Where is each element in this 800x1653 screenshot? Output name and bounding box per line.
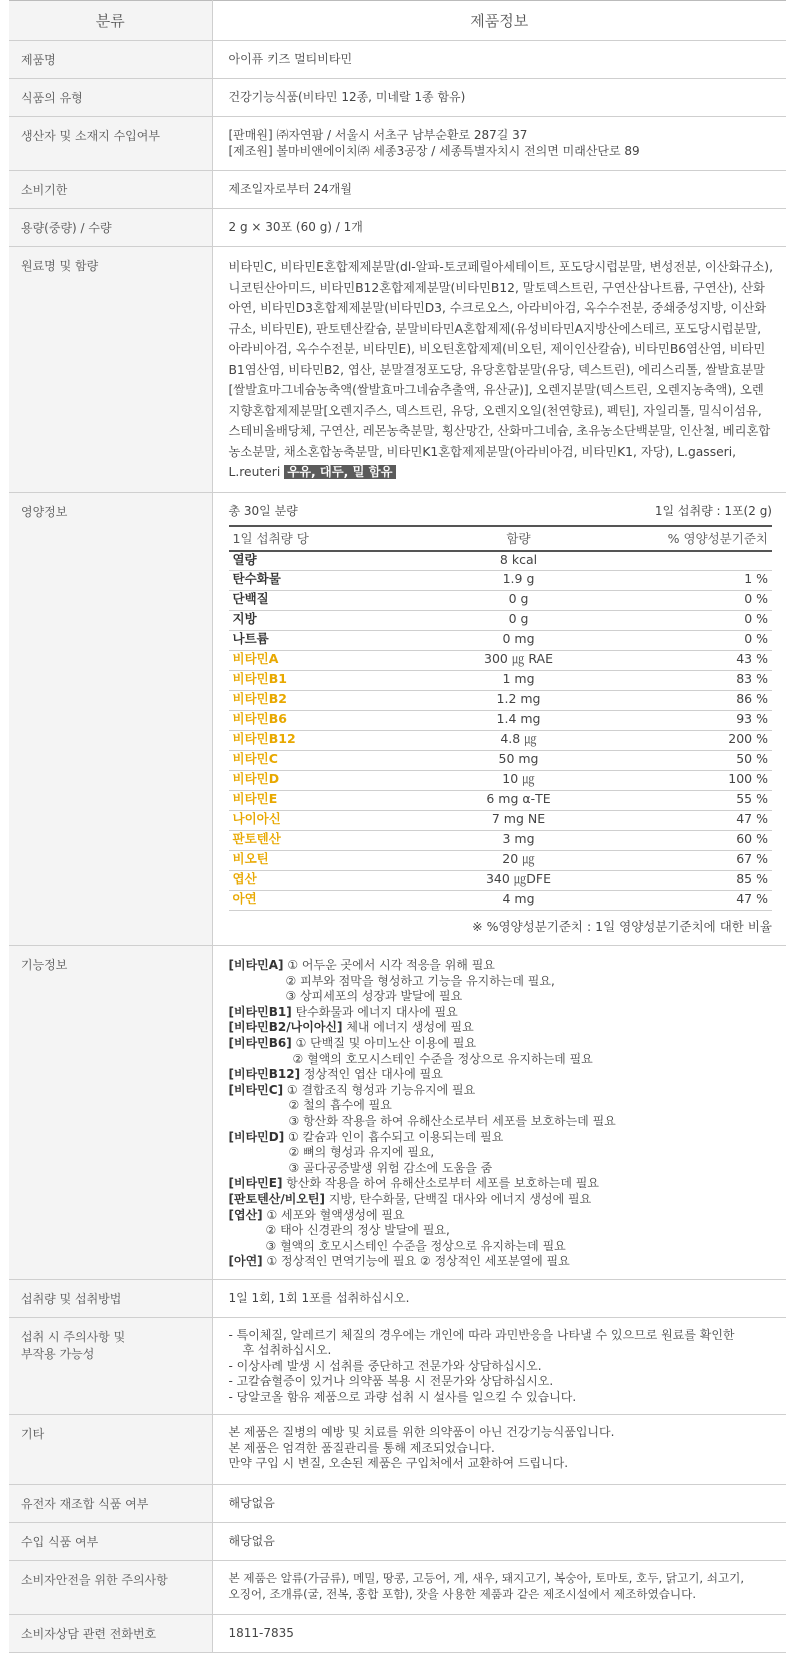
nutrient-pct: 47 % [589, 811, 773, 831]
header-product-info: 제품정보 [212, 1, 786, 41]
row-label: 생산자 및 소재지 수입여부 [9, 117, 212, 171]
nutrient-amount: 3 mg [449, 831, 589, 851]
row-value [212, 946, 786, 1280]
nutrition-row [229, 631, 773, 651]
nutrient-amount: 20 ㎍ [449, 851, 589, 871]
function-line [229, 1067, 775, 1083]
row-value: 건강기능식품(비타민 12종, 미네랄 1종 함유) [212, 79, 786, 117]
header-category: 분류 [9, 1, 212, 41]
nutrient-amount: 1 mg [449, 671, 589, 691]
ingredients-text: 비타민C, 비타민E혼합제제분말(dl-알파-토코페릴아세테이트, 포도당시럽분말, 변성전분, 이산화규소), 니코틴산아미드, 비타민B12혼합제제분말(비타민B12, 말토덱스트린, 구연산삼나트륨, 구연산), 산화아연, 비타민D3혼합제제분말(비타민D3, 수크로오스, 아라비아검, 옥수수전분, 중쇄중성지방, 이산화규소, 비타민E), 판토텐산칼슘, 분말비타민A혼합제제(유성비타민A지방산에스테르, 포도당시럽분말, 아라비아검, 옥수수전분, 비타민E), 비오틴혼합제제(비오틴, 제이인산칼슘), 비타민B6염산염, 비타민B1염산염, 비타민B2, 엽산, 분말결정포도당, 유당혼합분말(유당, 덱스트린), 에리스리톨, 쌀발효분말[쌀발효마그네슘농축액(쌀발효마그네슘추출액, 유산균)], 오렌지분말(덱스트린, 오렌지농축액), 오렌지향혼합제제분말[오렌지주스, 덱스트린, 유당, 오렌지오일(천연향료), 펙틴], 자일리톨, 밀식이섬유, 스테비올배당체, 구연산, 레몬농축분말, 횡산망간, 산화마그네슘, 초유농소단백분말, 인산철, 베리혼합농소분말, 채소혼합농축분말, 비타민K1혼합제제분말(아라비아검, 비타민K1, 자당), L.gasseri, L.reuteri [228, 260, 774, 479]
function-desc: ① 단백질 및 아미노산 이용에 필요 [291, 1035, 477, 1050]
row-label: 식품의 유형 [9, 79, 212, 117]
caution-line: - 당알코올 함유 제품으로 과량 섭취 시 설사를 일으킬 수 있습니다. [228, 1389, 577, 1404]
function-line: ③ 골다공증발생 위험 감소에 도움을 줌 [288, 1160, 493, 1175]
row-label: 소비자안전을 위한 주의사항 [9, 1561, 212, 1615]
row-capacity [9, 209, 786, 247]
nutrient-pct: 47 % [589, 891, 773, 911]
function-desc: 정상적인 엽산 대사에 필요 [300, 1067, 443, 1082]
function-desc: 탄수화물과 에너지 대사에 필요 [291, 1004, 458, 1019]
row-label: 섭취량 및 섭취방법 [9, 1279, 212, 1317]
nutrition-row [229, 731, 773, 751]
function-lines [229, 958, 775, 1270]
function-line [229, 1192, 775, 1208]
row-function [9, 946, 786, 1280]
allergen-badge: 우유, 대두, 밀 함유 [284, 465, 395, 479]
nutrient-pct: 0 % [589, 631, 773, 651]
function-tag: [비타민E] [228, 1176, 283, 1191]
function-line [229, 1083, 775, 1099]
nutrient-pct: 0 % [589, 591, 773, 611]
function-tag: [엽산] [228, 1207, 263, 1222]
row-intake [9, 1279, 786, 1317]
nutrition-row [229, 571, 773, 591]
nutrition-row [229, 711, 773, 731]
row-label: 유전자 재조합 식품 여부 [9, 1485, 212, 1523]
nutrient-pct: 67 % [589, 851, 773, 871]
row-safety [9, 1561, 786, 1615]
function-line: ② 뼈의 형성과 유지에 필요, [288, 1145, 435, 1160]
function-line: ③ 항산화 작용을 하여 유해산소로부터 세포를 보호하는데 필요 [288, 1113, 616, 1128]
row-value [212, 1561, 786, 1615]
row-label: 원료명 및 함량 [9, 247, 212, 493]
nutrient-amount: 4 mg [449, 891, 589, 911]
row-value [212, 247, 786, 493]
row-maker [9, 117, 786, 171]
nutrient-name: 비타민B2 [229, 691, 449, 711]
row-label-line: 섭취 시 주의사항 및 [21, 1329, 126, 1344]
table-header-row [9, 1, 786, 41]
nutrient-pct: 43 % [589, 651, 773, 671]
function-tag: [비타민B1] [228, 1004, 292, 1019]
nutrition-row [229, 871, 773, 891]
row-expiry [9, 171, 786, 209]
function-desc: 체내 에너지 생성에 필요 [342, 1020, 474, 1035]
row-label: 영양정보 [9, 492, 212, 946]
row-label: 소비자상담 관련 전화번호 [9, 1615, 212, 1653]
row-value: 해당없음 [212, 1485, 786, 1523]
function-desc: ① 칼슘과 인이 흡수되고 이용되는데 필요 [284, 1129, 504, 1144]
product-info-table [9, 0, 786, 1653]
row-label [9, 1317, 212, 1415]
nutrient-pct: 93 % [589, 711, 773, 731]
nutrient-name: 열량 [229, 551, 449, 571]
function-line [229, 1020, 775, 1036]
nutrient-amount: 50 mg [449, 751, 589, 771]
nutrition-row [229, 611, 773, 631]
col-per: 1일 섭취량 당 [229, 531, 449, 551]
nutrition-row [229, 551, 773, 571]
nutrient-amount: 340 ㎍DFE [449, 871, 589, 891]
nutrient-name: 비타민B6 [229, 711, 449, 731]
row-value: 1일 1회, 1회 1포를 섭취하십시오. [212, 1279, 786, 1317]
etc-line: 본 제품은 질병의 예방 및 치료를 위한 의약품이 아닌 건강기능식품입니다. [228, 1425, 615, 1440]
function-desc: ① 어두운 곳에서 시각 적응을 위해 필요 [283, 958, 495, 972]
row-label: 소비기한 [9, 171, 212, 209]
function-line: ② 혈액의 호모시스테인 수준을 정상으로 유지하는데 필요 [292, 1051, 593, 1066]
row-label: 용량(중량) / 수량 [9, 209, 212, 247]
function-desc: 지방, 탄수화물, 단백질 대사와 에너지 생성에 필요 [325, 1191, 592, 1206]
nutrient-amount: 7 mg NE [449, 811, 589, 831]
nutrition-row [229, 771, 773, 791]
nutrition-row [229, 851, 773, 871]
function-tag: [비타민C] [228, 1082, 284, 1097]
nutrient-amount: 1.2 mg [449, 691, 589, 711]
nutrient-name: 비오틴 [229, 851, 449, 871]
row-label: 기타 [9, 1415, 212, 1485]
row-type [9, 79, 786, 117]
row-value: 제조일자로부터 24개월 [212, 171, 786, 209]
nutrient-pct: 200 % [589, 731, 773, 751]
row-gmo [9, 1485, 786, 1523]
nutrition-row [229, 651, 773, 671]
function-desc: 항산화 작용을 하여 유해산소로부터 세포를 보호하는데 필요 [282, 1176, 599, 1191]
function-tag: [판토텐산/비오틴] [228, 1191, 325, 1206]
nutrient-amount: 10 ㎍ [449, 771, 589, 791]
nutrition-header-row [229, 531, 773, 551]
nutrient-amount: 0 mg [449, 631, 589, 651]
function-line [229, 1005, 775, 1021]
safety-line: 오징어, 조개류(굴, 전복, 홍합 포함), 잣을 사용한 제품과 같은 제조시설에서 제조하였습니다. [228, 1586, 697, 1601]
function-line [229, 958, 775, 974]
row-name [9, 41, 786, 79]
nutrient-name: 엽산 [229, 871, 449, 891]
safety-line: 본 제품은 알류(가금류), 메밀, 땅콩, 고등어, 게, 새우, 돼지고기, 복숭아, 토마토, 호두, 닭고기, 쇠고기, [228, 1571, 745, 1586]
nutrition-footnote: ※ %영양성분기준치 : 1일 영양성분기준치에 대한 비율 [472, 919, 772, 934]
row-value [212, 117, 786, 171]
nutrient-pct: 86 % [589, 691, 773, 711]
nutrient-pct: 83 % [589, 671, 773, 691]
nutrient-name: 판토텐산 [229, 831, 449, 851]
nutrient-amount: 8 kcal [449, 551, 589, 571]
nutrition-row [229, 891, 773, 911]
nutrient-pct: 85 % [589, 871, 773, 891]
caution-line: - 고칼슘혈증이 있거나 의약품 복용 시 전문가와 상담하십시오. [228, 1374, 554, 1389]
row-label-line: 부작용 가능성 [21, 1346, 95, 1361]
function-line [229, 1176, 775, 1192]
function-line [229, 1208, 775, 1224]
nutrient-name: 단백질 [229, 591, 449, 611]
etc-line: 만약 구입 시 변질, 오손된 제품은 구입처에서 교환하여 드립니다. [228, 1456, 569, 1471]
function-tag: [비타민A] [228, 958, 284, 972]
row-value [212, 492, 786, 946]
row-ingredients [9, 247, 786, 493]
function-tag: [비타민B2/나이아신] [228, 1020, 343, 1035]
caution-line: - 특이체질, 알레르기 체질의 경우에는 개인에 따라 과민반응을 나타낼 수 있으므로 원료를 확인한 [228, 1327, 735, 1342]
nutrition-row [229, 671, 773, 691]
nutrient-pct: 60 % [589, 831, 773, 851]
row-value: 2 g × 30포 (60 g) / 1개 [212, 209, 786, 247]
function-desc: ① 세포와 혈액생성에 필요 [262, 1207, 405, 1222]
nutrient-pct: 100 % [589, 771, 773, 791]
total-amount: 총 30일 분량 [228, 503, 298, 518]
nutrient-name: 나트륨 [229, 631, 449, 651]
nutrient-amount: 4.8 ㎍ [449, 731, 589, 751]
nutrient-name: 아연 [229, 891, 449, 911]
nutrient-amount: 1.4 mg [449, 711, 589, 731]
function-line [229, 1130, 775, 1146]
row-caution [9, 1317, 786, 1415]
nutrient-amount: 6 mg α-TE [449, 791, 589, 811]
nutrient-name: 비타민B12 [229, 731, 449, 751]
nutrition-table [229, 531, 773, 912]
function-tag: [비타민D] [228, 1129, 285, 1144]
nutrient-name: 나이아신 [229, 811, 449, 831]
function-line [229, 1036, 775, 1052]
nutrient-name: 지방 [229, 611, 449, 631]
row-import [9, 1523, 786, 1561]
nutrient-pct: 0 % [589, 611, 773, 631]
col-pct: % 영양성분기준치 [589, 531, 773, 551]
nutrition-row [229, 751, 773, 771]
manufacturer-line: [제조원] 볼마비앤에이치㈜ 세종3공장 / 세종특별자치시 전의면 미래산단로 89 [228, 144, 640, 158]
row-label: 기능정보 [9, 946, 212, 1280]
row-value: 아이퓨 키즈 멀티비타민 [212, 41, 786, 79]
nutrition-summary [229, 503, 773, 527]
nutrient-pct [589, 551, 773, 571]
function-tag: [비타민B6] [228, 1035, 292, 1050]
seller-line: [판매원] ㈜자연팜 / 서울시 서초구 남부순환로 287길 37 [228, 128, 528, 142]
nutrient-name: 비타민C [229, 751, 449, 771]
nutrient-pct: 50 % [589, 751, 773, 771]
nutrition-row [229, 791, 773, 811]
function-line [229, 1254, 775, 1270]
function-line: ② 태아 신경관의 정상 발달에 필요, [265, 1223, 450, 1238]
nutrition-row [229, 591, 773, 611]
nutrient-amount: 0 g [449, 611, 589, 631]
caution-line: - 이상사례 발생 시 섭취를 중단하고 전문가와 상담하십시오. [228, 1358, 542, 1373]
function-desc: ① 결합조직 형성과 기능유지에 필요 [283, 1082, 476, 1097]
function-line: ② 철의 흡수에 필요 [288, 1098, 392, 1113]
nutrient-name: 비타민E [229, 791, 449, 811]
nutrient-name: 비타민B1 [229, 671, 449, 691]
etc-line: 본 제품은 엄격한 품질관리를 통해 제조되었습니다. [228, 1440, 495, 1455]
nutrient-name: 비타민A [229, 651, 449, 671]
row-nutrition [9, 492, 786, 946]
nutrient-amount: 300 ㎍ RAE [449, 651, 589, 671]
nutrient-name: 탄수화물 [229, 571, 449, 591]
function-desc: ① 정상적인 면역기능에 필요 ② 정상적인 세포분열에 필요 [262, 1254, 570, 1269]
function-line: ② 피부와 점막을 형성하고 기능을 유지하는데 필요, [285, 973, 555, 988]
function-line: ③ 상피세포의 성장과 발달에 필요 [285, 989, 463, 1004]
row-value [212, 1317, 786, 1415]
nutrition-row [229, 811, 773, 831]
serving-size: 1일 섭취량 : 1포(2 g) [654, 503, 772, 518]
nutrient-name: 비타민D [229, 771, 449, 791]
row-etc [9, 1415, 786, 1485]
row-value: 1811-7835 [212, 1615, 786, 1653]
row-value [212, 1415, 786, 1485]
nutrient-amount: 1.9 g [449, 571, 589, 591]
col-amount: 함량 [449, 531, 589, 551]
nutrition-row [229, 691, 773, 711]
nutrient-amount: 0 g [449, 591, 589, 611]
nutrient-pct: 55 % [589, 791, 773, 811]
function-line: ③ 혈액의 호모시스테인 수준을 정상으로 유지하는데 필요 [265, 1238, 566, 1253]
nutrient-pct: 1 % [589, 571, 773, 591]
row-label: 제품명 [9, 41, 212, 79]
row-value: 해당없음 [212, 1523, 786, 1561]
nutrition-row [229, 831, 773, 851]
row-label: 수입 식품 여부 [9, 1523, 212, 1561]
caution-line: 후 섭취하십시오. [242, 1343, 332, 1358]
function-tag: [아연] [228, 1254, 263, 1269]
row-phone [9, 1615, 786, 1653]
function-tag: [비타민B12] [228, 1067, 301, 1082]
nutrition-body [229, 551, 773, 911]
